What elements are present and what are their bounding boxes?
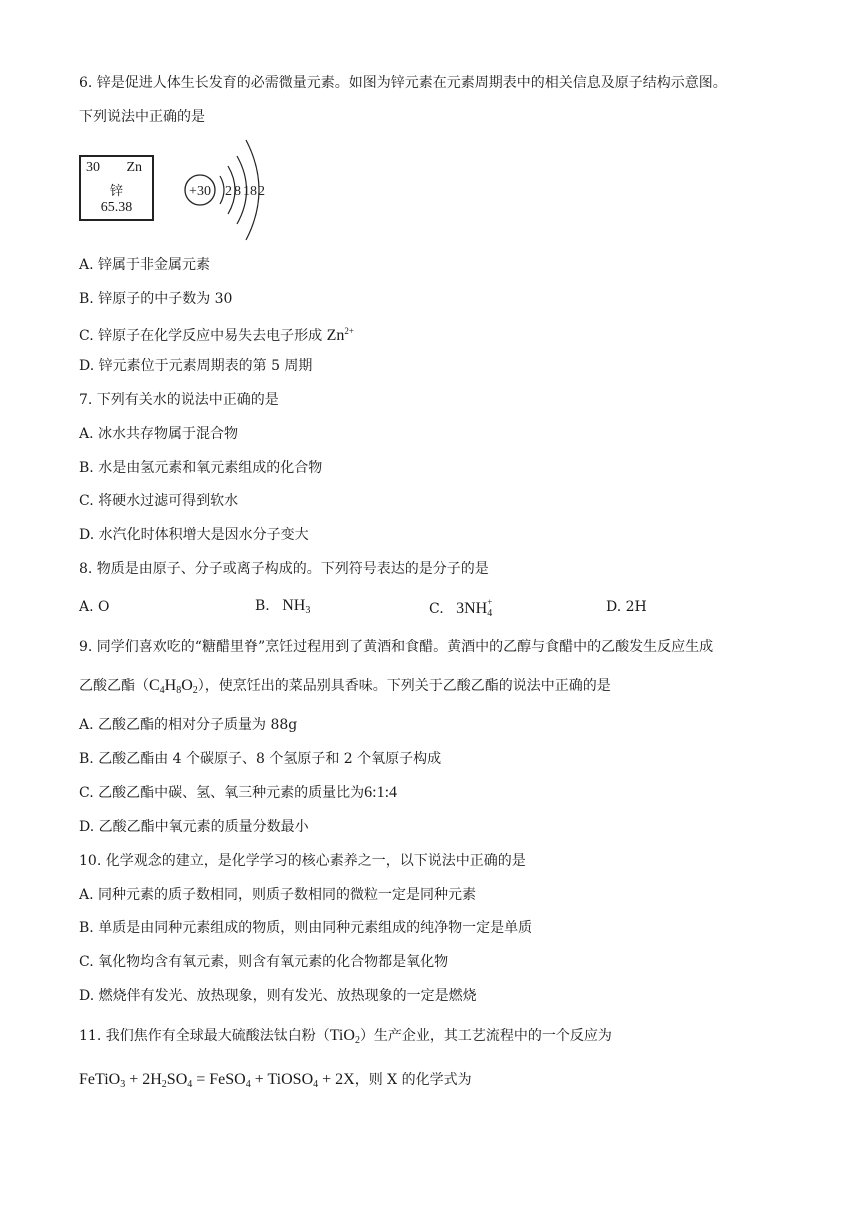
q8-option-c-label: C. [429, 601, 444, 617]
shell-4-electrons: 2 [258, 184, 265, 199]
ammonium-charge: + [487, 597, 493, 607]
element-symbol: Zn [126, 160, 142, 175]
q8-stem: 8. 物质是由原子、分子或离子构成的。下列符号表达的是分子的是 [79, 561, 489, 577]
q8-option-d: D. 2H [606, 599, 647, 615]
element-name: 锌 [109, 184, 123, 199]
q10-option-a: A. 同种元素的质子数相同，则质子数相同的微粒一定是同种元素 [79, 887, 477, 903]
formula-carbon-count: 4 [159, 685, 165, 696]
q11-stem [79, 1027, 612, 1050]
q7-option-a: A. 冰水共存物属于混合物 [79, 426, 239, 442]
atomic-number: 30 [86, 160, 100, 175]
q6-stem-line2: 下列说法中正确的是 [79, 109, 205, 125]
shell-3-electrons: 18 [243, 184, 257, 199]
eq-h2so4-so-sub: 4 [187, 1079, 193, 1090]
zinc-periodic-table-card [79, 155, 154, 221]
q9-option-d: D. 乙酸乙酯中氧元素的质量分数最小 [79, 819, 309, 835]
tio2-symbol: TiO [329, 1027, 355, 1044]
q6-option-c-text: C. 锌原子在化学反应中易失去电子形成 [79, 328, 327, 344]
shell-2-electrons: 8 [234, 184, 241, 199]
q6-option-b: B. 锌原子的中子数为 30 [79, 291, 233, 307]
q9-stem-line2-start: 乙酸乙酯（ [79, 678, 149, 694]
q10-option-d: D. 燃烧伴有发光、放热现象，则有发光、放热现象的一定是燃烧 [79, 988, 477, 1004]
electron-shell-1 [220, 176, 224, 204]
q10-option-b: B. 单质是由同种元素组成的物质，则由同种元素组成的纯净物一定是单质 [79, 920, 533, 936]
q9-option-b: B. 乙酸乙酯由 4 个碳原子、8 个氢原子和 2 个氧原子构成 [79, 751, 442, 767]
q10-stem: 10. 化学观念的建立，是化学学习的核心素养之一，以下说法中正确的是 [79, 853, 526, 869]
formula-hydrogen-count: 8 [176, 685, 182, 696]
q6-option-a: A. 锌属于非金属元素 [79, 257, 211, 273]
ammonium-symbol: 3NH [456, 600, 488, 617]
q9-option-c [79, 784, 397, 802]
ammonium-subscript: 4 [487, 608, 493, 619]
ammonia-subscript: 3 [305, 605, 311, 616]
q9-stem-line2 [79, 677, 611, 700]
titanium-dioxide-formula [330, 1027, 360, 1044]
q7-option-c: C. 将硬水过滤可得到软水 [79, 493, 239, 509]
ethyl-acetate-formula [149, 677, 198, 694]
q11-equation-line [79, 1071, 472, 1094]
eq-fetio3-sub: 3 [120, 1079, 126, 1090]
q9-option-a: A. 乙酸乙酯的相对分子质量为 88g [79, 717, 298, 733]
eq-tioso4: + TiOSO [250, 1071, 314, 1088]
zinc-atom-structure-diagram [182, 136, 282, 246]
q8-option-b-label: B. [255, 598, 270, 614]
q6-option-c [79, 322, 354, 345]
q11-stem-end: ）生产企业，其工艺流程中的一个反应为 [359, 1028, 612, 1044]
eq-fetio3: FeTiO [79, 1071, 121, 1088]
formula-hydrogen: H [164, 677, 177, 694]
zinc-ion-symbol: Zn [326, 327, 345, 344]
nucleus-charge: +30 [189, 184, 211, 199]
formula-oxygen-count: 2 [192, 685, 198, 696]
tio2-subscript: 2 [354, 1035, 360, 1046]
q7-option-b: B. 水是由氢元素和氧元素组成的化合物 [79, 460, 323, 476]
q10-option-c: C. 氧化物均含有氧元素，则含有氧元素的化合物都是氧化物 [79, 954, 449, 970]
ammonia-symbol: NH [282, 597, 306, 614]
q8-option-a: A. O [79, 599, 110, 615]
eq-feso4: = FeSO [192, 1071, 246, 1088]
zinc-ion-charge: 2+ [344, 326, 354, 336]
q7-stem: 7. 下列有关水的说法中正确的是 [79, 392, 279, 408]
q8-option-b [255, 597, 310, 620]
q9-option-c-text: C. 乙酸乙酯中碳、氢、氧三种元素的质量比为 [79, 785, 365, 801]
shell-1-electrons: 2 [225, 184, 232, 199]
q8-option-c [429, 597, 495, 618]
q11-equation-tail: ，则 X 的化学式为 [354, 1072, 472, 1088]
q6-option-d: D. 锌元素位于元素周期表的第 5 周期 [79, 358, 313, 374]
formula-carbon: C [149, 677, 160, 694]
eq-tioso4-sub: 4 [313, 1079, 319, 1090]
eq-h2so4-so: SO [166, 1071, 188, 1088]
q9-stem-line2-end: ），使烹饪出的菜品别具香味。下列关于乙酸乙酯的说法中正确的是 [197, 678, 611, 694]
q9-stem-line1: 9. 同学们喜欢吃的“糖醋里脊”烹饪过程用到了黄酒和食醋。黄酒中的乙醇与食醋中的乙酸发生反应生成 [79, 639, 714, 655]
ammonia-formula [282, 597, 310, 614]
mass-ratio: 6:1:4 [364, 784, 398, 801]
reaction-equation [79, 1071, 355, 1088]
q11-stem-start: 11. 我们焦作有全球最大硫酸法钛白粉（ [79, 1028, 330, 1044]
q7-option-d: D. 水汽化时体积增大是因水分子变大 [79, 527, 309, 543]
q6-stem-line1: 6. 锌是促进人体生长发育的必需微量元素。如图为锌元素在元素周期表中的相关信息及原子结构示意图。 [79, 75, 727, 91]
eq-feso4-sub: 4 [245, 1079, 251, 1090]
eq-h2so4-h: + 2H [125, 1071, 162, 1088]
atomic-mass: 65.38 [100, 200, 133, 215]
eq-h2so4-h-sub: 2 [161, 1079, 167, 1090]
zinc-ion-formula [327, 327, 354, 344]
eq-2x: + 2X [318, 1071, 355, 1088]
formula-oxygen: O [181, 677, 193, 694]
ammonium-ion-formula [456, 597, 495, 619]
